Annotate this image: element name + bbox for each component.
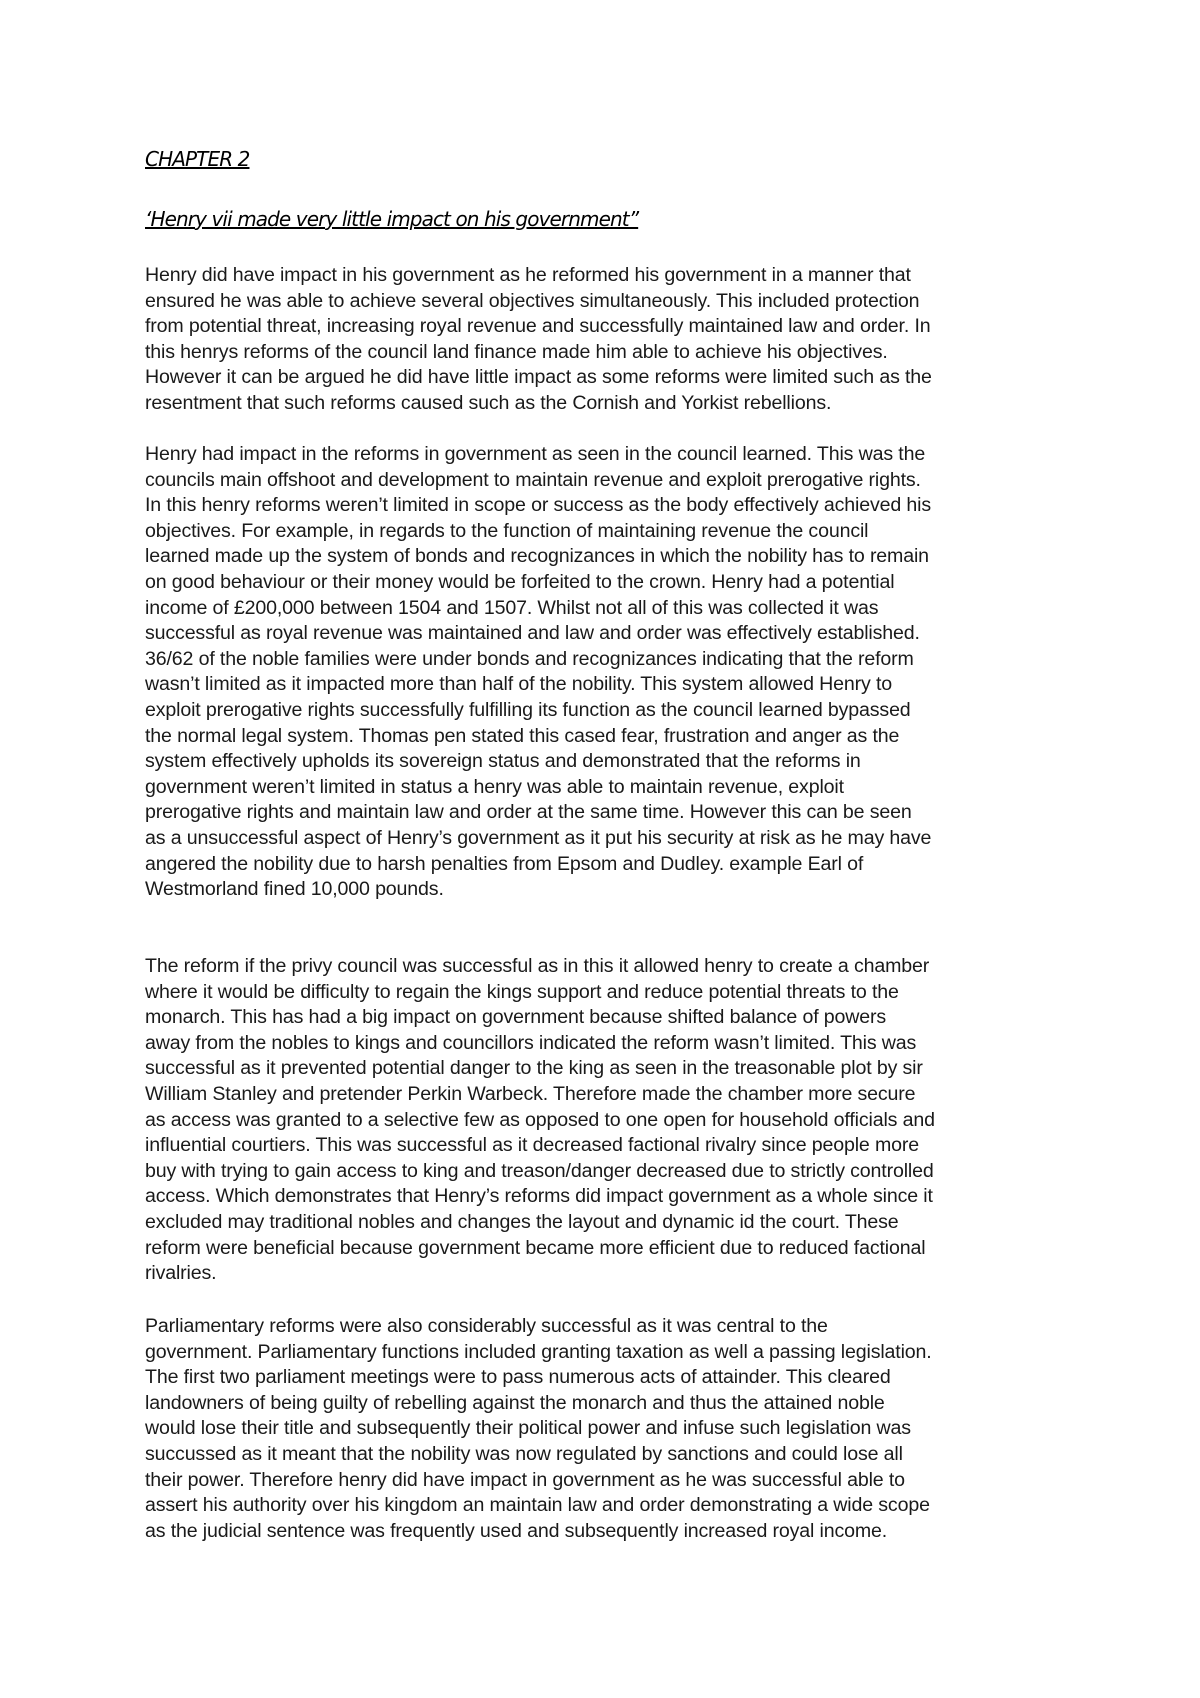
text-line: Henry had impact in the reforms in government as seen in the council learned. This was the — [145, 443, 926, 465]
text-line: successful as it prevented potential danger to the king as seen in the treasonable plot by sir — [145, 1057, 923, 1080]
chapter-title: CHAPTER 2 — [145, 147, 250, 171]
text-line: monarch. This has had a big impact on government because shifted balance of powers — [145, 1006, 887, 1029]
text-line: where it would be difficulty to regain the kings support and reduce potential threats to the — [145, 980, 899, 1003]
text-line: landowners of being guilty of rebelling against the monarch and thus the attained noble — [145, 1391, 885, 1414]
text-line: exploit prerogative rights successfully fulfilling its function as the council learned bypassed — [145, 698, 911, 721]
text-line: as the judicial sentence was frequently used and subsequently increased royal income. — [145, 1519, 888, 1542]
text-line: councils main offshoot and development to maintain revenue and exploit prerogative rights. — [145, 468, 921, 491]
paragraph-privy-council — [145, 954, 1105, 1287]
text-line: ensured he was able to achieve several objectives simultaneously. This included protection — [145, 289, 920, 312]
text-line: excluded may traditional nobles and changes the layout and dynamic id the court. These — [145, 1210, 899, 1233]
paragraph-parliamentary-reforms — [145, 1314, 1105, 1544]
text-line: Henry did have impact in his government as he reformed his government in a manner that — [145, 264, 911, 286]
text-line: In this henry reforms weren’t limited in scope or success as the body effectively achieved his — [145, 494, 931, 517]
text-line: However it can be argued he did have little impact as some reforms were limited such as the — [145, 366, 932, 389]
text-line: would lose their title and subsequently their political power and infuse such legislation was — [145, 1417, 911, 1440]
text-line: prerogative rights and maintain law and order at the same time. However this can be seen — [145, 801, 912, 824]
text-line: successful as royal revenue was maintained and law and order was effectively established. — [145, 622, 920, 645]
text-line: The reform if the privy council was successful as in this it allowed henry to create a chamber — [145, 955, 930, 977]
text-line: as a unsuccessful aspect of Henry’s government as it put his security at risk as he may have — [145, 826, 932, 849]
text-line: system effectively upholds its sovereign status and demonstrated that the reforms in — [145, 750, 861, 773]
text-line: assert his authority over his kingdom an maintain law and order demonstrating a wide scope — [145, 1494, 930, 1517]
text-line: this henrys reforms of the council land finance made him able to achieve his objectives. — [145, 340, 888, 363]
text-line: 36/62 of the noble families were under bonds and recognizances indicating that the reform — [145, 647, 914, 670]
text-line: objectives. For example, in regards to the function of maintaining revenue the council — [145, 519, 869, 542]
text-line: Parliamentary reforms were also considerably successful as it was central to the — [145, 1315, 828, 1337]
text-line: the normal legal system. Thomas pen stated this cased fear, frustration and anger as the — [145, 724, 900, 747]
paragraph-intro — [145, 263, 1105, 417]
text-line: rivalries. — [145, 1262, 217, 1285]
text-line: angered the nobility due to harsh penalties from Epsom and Dudley. example Earl of — [145, 852, 864, 875]
text-line: as access was granted to a selective few as opposed to one open for household officials and — [145, 1108, 935, 1131]
text-line: on good behaviour or their money would be forfeited to the crown. Henry had a potential — [145, 570, 895, 593]
text-line: The first two parliament meetings were to pass numerous acts of attainder. This cleared — [145, 1366, 891, 1389]
text-line: William Stanley and pretender Perkin Warbeck. Therefore made the chamber more secure — [145, 1082, 916, 1105]
text-line: their power. Therefore henry did have impact in government as he was successful able to — [145, 1468, 905, 1491]
text-line: wasn’t limited as it impacted more than half of the nobility. This system allowed Henry to — [145, 673, 893, 696]
text-line: from potential threat, increasing royal revenue and successfully maintained law and order. In — [145, 315, 931, 338]
text-line: away from the nobles to kings and councillors indicated the reform wasn’t limited. This was — [145, 1031, 917, 1054]
text-line: reform were beneficial because government became more efficient due to reduced factional — [145, 1236, 926, 1259]
essay-question: ‘Henry vii made very little impact on his government” — [145, 207, 639, 231]
text-line: succussed as it meant that the nobility was now regulated by sanctions and could lose all — [145, 1442, 903, 1465]
text-line: learned made up the system of bonds and recognizances in which the nobility has to remain — [145, 545, 929, 568]
paragraph-council-learned — [145, 442, 1105, 903]
text-line: Westmorland fined 10,000 pounds. — [145, 878, 444, 901]
text-line: influential courtiers. This was successful as it decreased factional rivalry since people more — [145, 1134, 920, 1157]
text-line: government weren’t limited in status a henry was able to maintain revenue, exploit — [145, 775, 844, 798]
text-line: income of £200,000 between 1504 and 1507. Whilst not all of this was collected it was — [145, 596, 879, 619]
text-line: government. Parliamentary functions included granting taxation as well a passing legislation. — [145, 1340, 932, 1363]
text-line: buy with trying to gain access to king and treason/danger decreased due to strictly controlled — [145, 1159, 934, 1182]
text-line: access. Which demonstrates that Henry’s reforms did impact government as a whole since it — [145, 1185, 933, 1208]
text-line: resentment that such reforms caused such as the Cornish and Yorkist rebellions. — [145, 391, 832, 414]
